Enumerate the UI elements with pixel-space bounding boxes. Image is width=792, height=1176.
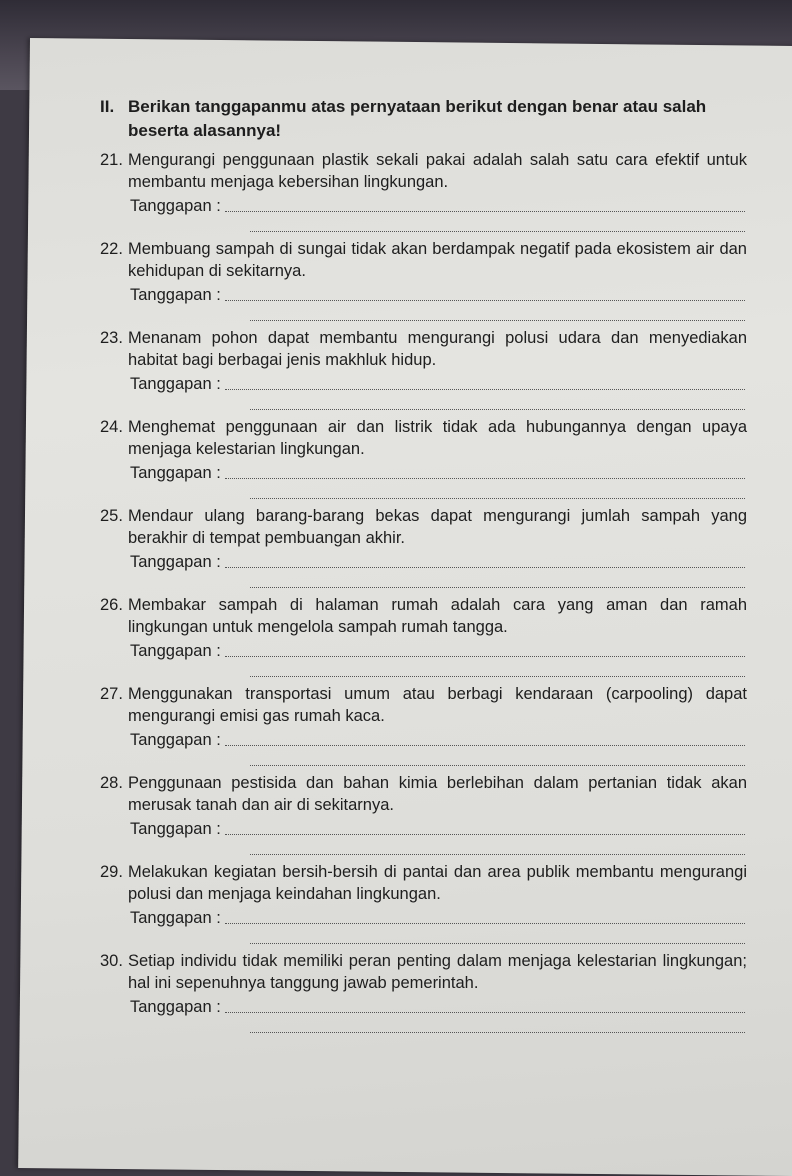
section-number: II. (100, 97, 115, 116)
question-statement (100, 505, 747, 549)
answer-line-second[interactable] (250, 1018, 745, 1033)
answer-line-second[interactable] (250, 484, 745, 499)
question-statement (100, 861, 747, 905)
answer-line-second[interactable] (250, 573, 745, 588)
section-instruction: Berikan tanggapanmu atas pernyataan berikut dengan benar atau salah beserta alasannya! (128, 97, 707, 140)
question-item (100, 238, 765, 321)
question-number: 27. (100, 685, 123, 703)
answer-line[interactable] (225, 833, 745, 835)
answer-line[interactable] (225, 210, 745, 212)
question-number: 23. (100, 329, 123, 347)
question-text: Mendaur ulang barang-barang bekas dapat mengurangi jumlah sampah yang berakhir di tempat pembuangan akhir. (128, 507, 747, 547)
question-item (100, 772, 765, 855)
question-statement (100, 772, 747, 816)
question-statement (100, 238, 747, 282)
question-item (100, 950, 765, 1033)
answer-row (130, 373, 765, 395)
answer-line[interactable] (225, 388, 745, 390)
answer-row (130, 640, 765, 662)
answer-line-second[interactable] (250, 217, 745, 232)
question-statement (100, 683, 747, 727)
answer-row (130, 284, 765, 306)
question-statement (100, 327, 747, 371)
answer-row (130, 818, 765, 840)
answer-label: Tanggapan : (130, 286, 221, 304)
answer-row (130, 996, 765, 1018)
answer-line-second[interactable] (250, 395, 745, 410)
question-text: Penggunaan pestisida dan bahan kimia berlebihan dalam pertanian tidak akan merusak tanah dan air di sekitarnya. (128, 774, 747, 814)
answer-line-second[interactable] (250, 751, 745, 766)
answer-label: Tanggapan : (130, 553, 221, 571)
question-item (100, 861, 765, 944)
question-text: Membuang sampah di sungai tidak akan berdampak negatif pada ekosistem air dan kehidupan di sekitarnya. (128, 240, 747, 280)
question-item (100, 149, 765, 232)
question-number: 28. (100, 774, 123, 792)
question-item (100, 327, 765, 410)
answer-label: Tanggapan : (130, 731, 221, 749)
question-number: 29. (100, 863, 123, 881)
question-number: 21. (100, 151, 123, 169)
answer-line[interactable] (225, 477, 745, 479)
answer-line-second[interactable] (250, 662, 745, 677)
question-number: 26. (100, 596, 123, 614)
answer-line[interactable] (225, 655, 745, 657)
answer-row (130, 462, 765, 484)
question-text: Menggunakan transportasi umum atau berbagi kendaraan (carpooling) dapat mengurangi emisi gas rumah kaca. (128, 685, 747, 725)
answer-line[interactable] (225, 299, 745, 301)
answer-row (130, 195, 765, 217)
answer-row (130, 907, 765, 929)
answer-label: Tanggapan : (130, 909, 221, 927)
answer-row (130, 729, 765, 751)
question-item (100, 505, 765, 588)
question-text: Membakar sampah di halaman rumah adalah cara yang aman dan ramah lingkungan untuk mengelola sampah rumah tangga. (128, 596, 747, 636)
question-text: Melakukan kegiatan bersih-bersih di pantai dan area publik membantu mengurangi polusi dan menjaga keindahan lingkungan. (128, 863, 747, 903)
question-text: Menanam pohon dapat membantu mengurangi polusi udara dan menyediakan habitat bagi berbagai jenis makhluk hidup. (128, 329, 747, 369)
question-item (100, 683, 765, 766)
answer-line[interactable] (225, 566, 745, 568)
question-text: Setiap individu tidak memiliki peran penting dalam menjaga kelestarian lingkungan; hal ini sepenuhnya tanggung jawab pemerintah. (128, 952, 747, 992)
answer-label: Tanggapan : (130, 464, 221, 482)
answer-row (130, 551, 765, 573)
answer-line-second[interactable] (250, 306, 745, 321)
question-list (100, 149, 765, 1033)
worksheet-content (100, 95, 765, 1039)
answer-label: Tanggapan : (130, 820, 221, 838)
question-number: 25. (100, 507, 123, 525)
question-text: Mengurangi penggunaan plastik sekali pakai adalah salah satu cara efektif untuk membantu menjaga kebersihan lingkungan. (128, 151, 747, 191)
question-statement (100, 594, 747, 638)
answer-label: Tanggapan : (130, 375, 221, 393)
question-text: Menghemat penggunaan air dan listrik tidak ada hubungannya dengan upaya menjaga kelestarian lingkungan. (128, 418, 747, 458)
answer-line[interactable] (225, 922, 745, 924)
answer-line-second[interactable] (250, 840, 745, 855)
question-number: 24. (100, 418, 123, 436)
answer-line[interactable] (225, 744, 745, 746)
answer-label: Tanggapan : (130, 197, 221, 215)
answer-line-second[interactable] (250, 929, 745, 944)
question-number: 22. (100, 240, 123, 258)
answer-label: Tanggapan : (130, 998, 221, 1016)
question-statement (100, 149, 747, 193)
answer-label: Tanggapan : (130, 642, 221, 660)
question-statement (100, 950, 747, 994)
question-item (100, 594, 765, 677)
section-heading (100, 95, 765, 143)
question-item (100, 416, 765, 499)
question-statement (100, 416, 747, 460)
question-number: 30. (100, 952, 123, 970)
answer-line[interactable] (225, 1011, 745, 1013)
